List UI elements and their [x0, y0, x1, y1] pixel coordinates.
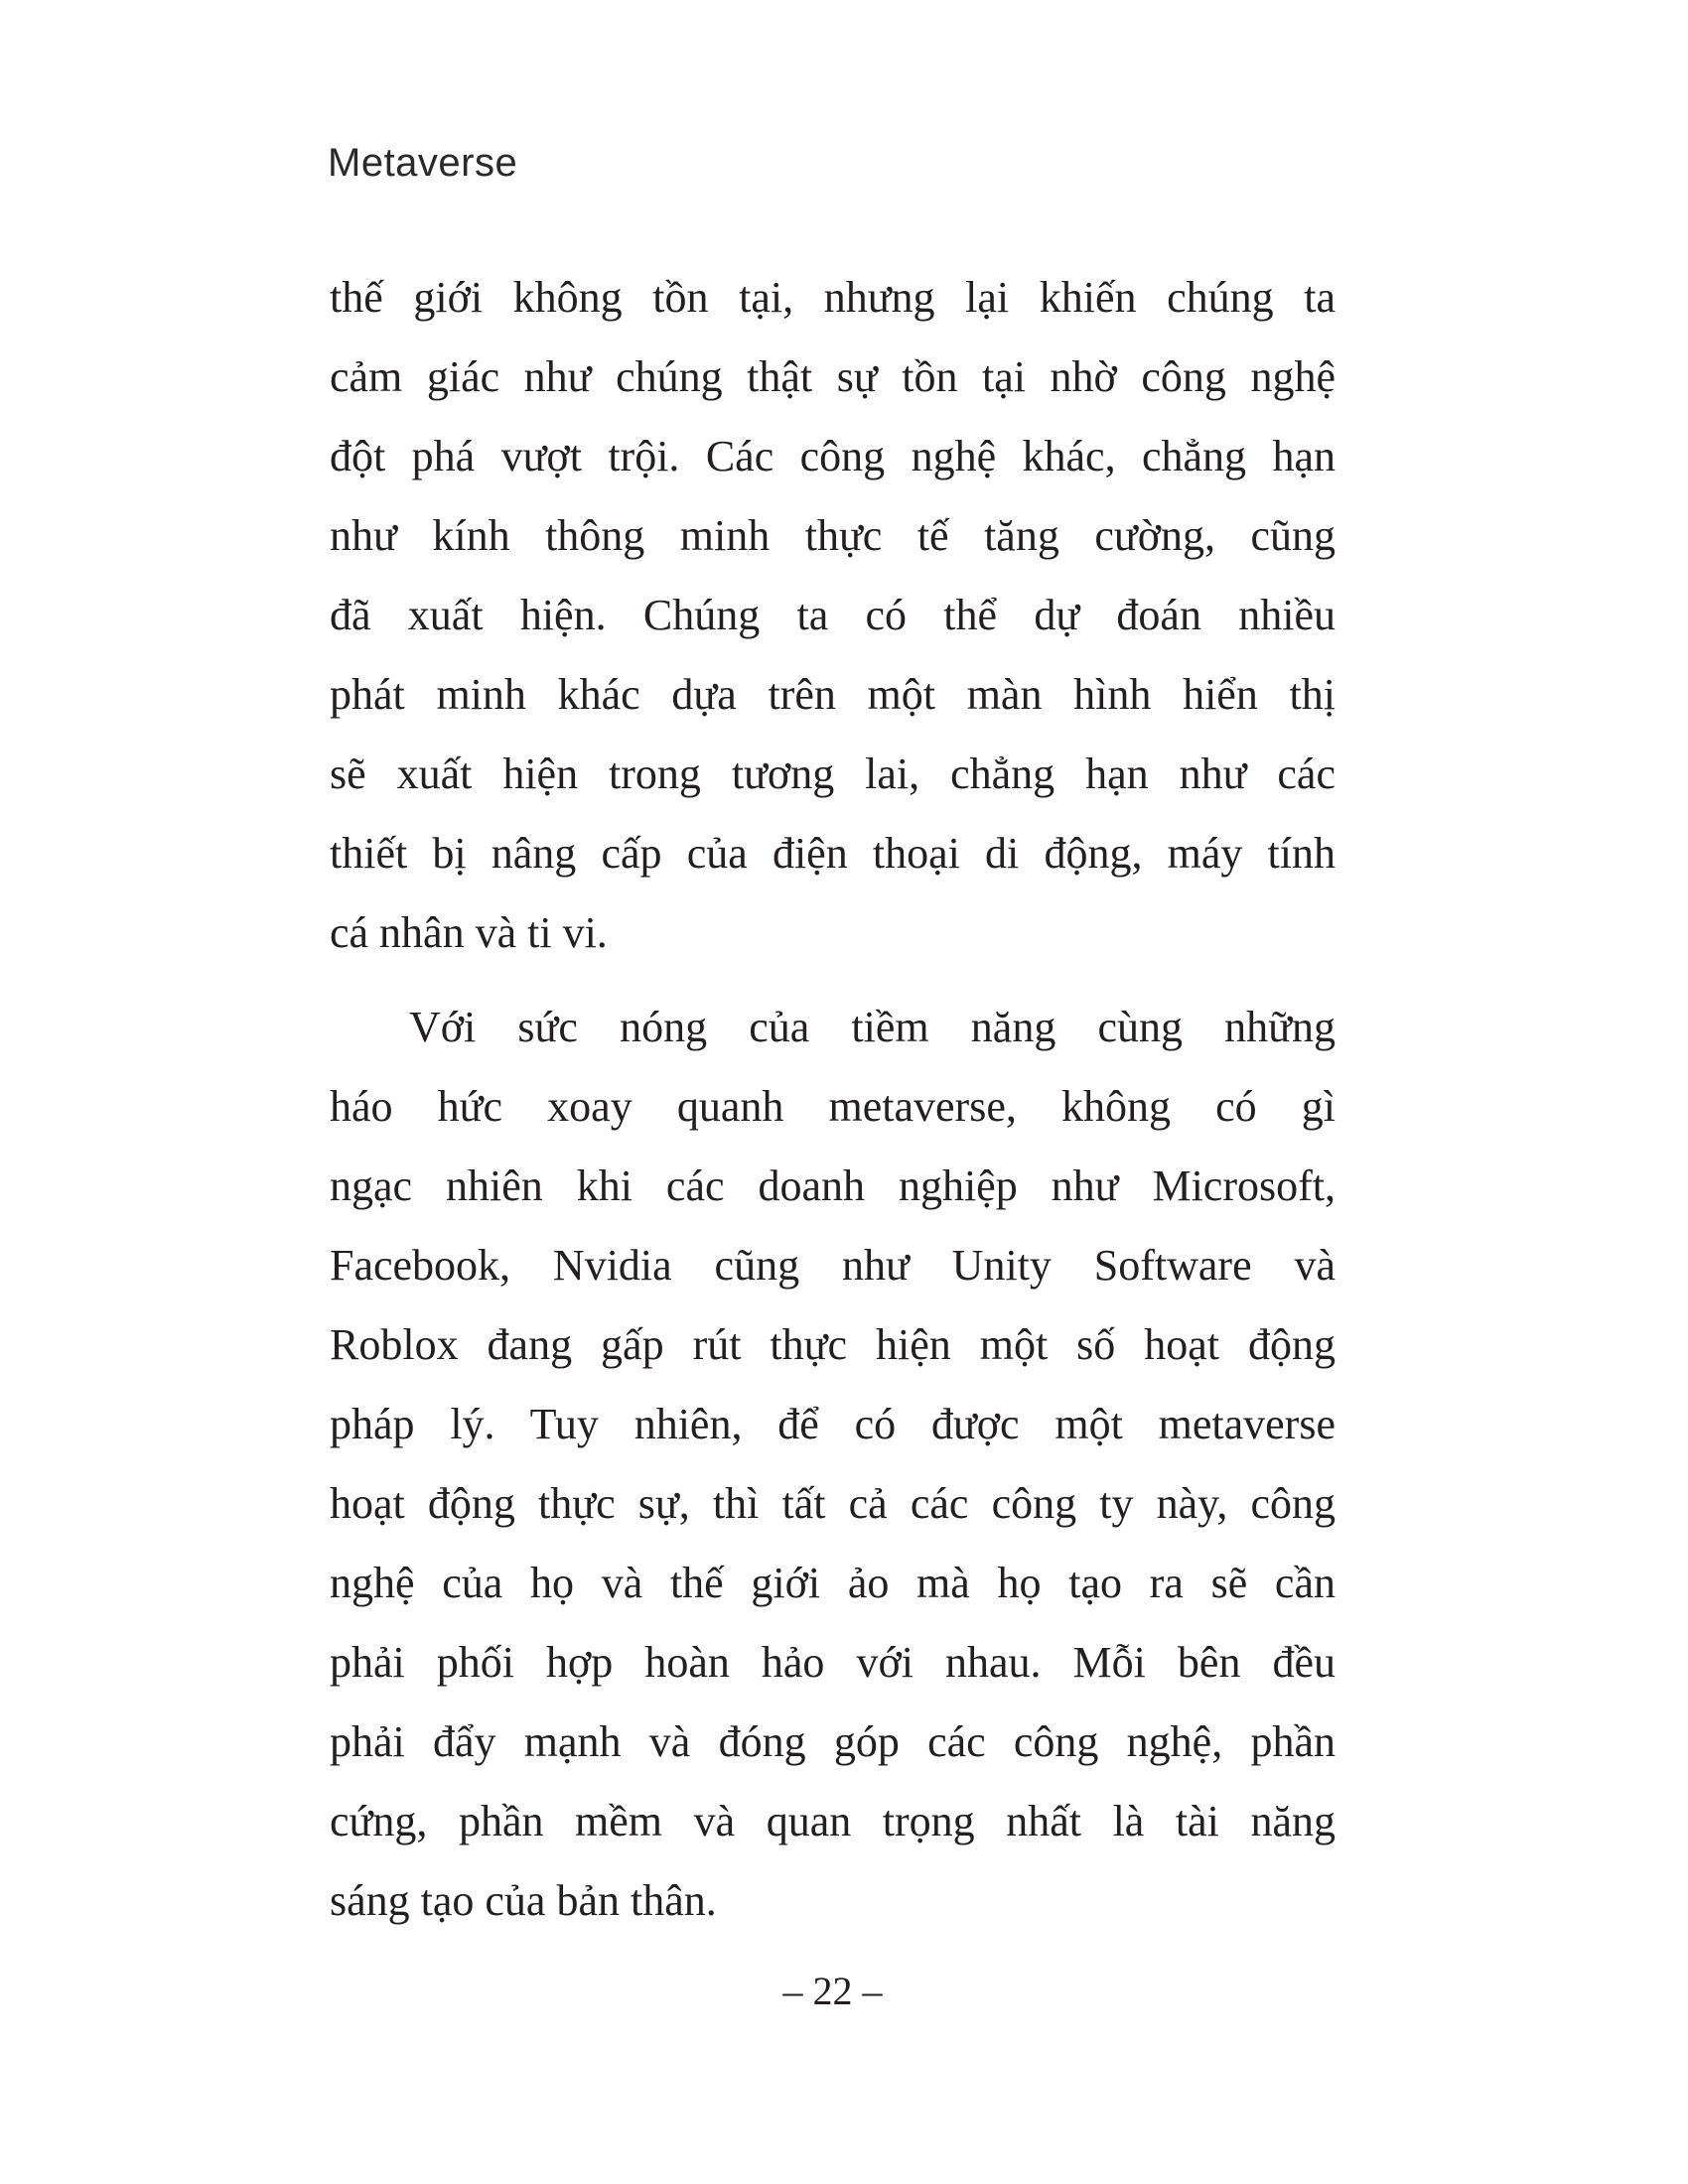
- body-line: nghệ của họ và thế giới ảo mà họ tạo ra sẽ cần: [330, 1559, 1336, 1607]
- body-line: háo hức xoay quanh metaverse, không có gì: [330, 1082, 1336, 1131]
- body-line: Facebook, Nvidia cũng như Unity Software và: [330, 1241, 1336, 1290]
- paragraph-2: [330, 988, 1336, 1941]
- body-line: đã xuất hiện. Chúng ta có thể dự đoán nhiều: [330, 591, 1336, 639]
- body-line: cá nhân và ti vi.: [330, 908, 608, 957]
- running-header: Metaverse: [328, 141, 518, 185]
- body-line: như kính thông minh thực tế tăng cường, cũng: [330, 511, 1336, 560]
- body-line: phát minh khác dựa trên một màn hình hiển thị: [330, 670, 1336, 719]
- body-line: pháp lý. Tuy nhiên, để có được một metaverse: [330, 1400, 1336, 1448]
- page-number: – 22 –: [782, 1969, 883, 2013]
- body-line: cứng, phần mềm và quan trọng nhất là tài năng: [330, 1797, 1336, 1845]
- body-line: hoạt động thực sự, thì tất cả các công ty này, công: [330, 1479, 1336, 1528]
- body-line: thiết bị nâng cấp của điện thoại di động, máy tính: [330, 829, 1336, 878]
- body-line: phải đẩy mạnh và đóng góp các công nghệ, phần: [330, 1717, 1336, 1766]
- body-line: Với sức nóng của tiềm năng cùng những: [409, 1003, 1336, 1051]
- paragraph-1: [330, 258, 1336, 973]
- body-line: đột phá vượt trội. Các công nghệ khác, chẳng hạn: [330, 432, 1336, 480]
- body-line: phải phối hợp hoàn hảo với nhau. Mỗi bên đều: [330, 1638, 1336, 1687]
- body-line: sáng tạo của bản thân.: [330, 1876, 717, 1925]
- body-line: Roblox đang gấp rút thực hiện một số hoạt động: [330, 1320, 1336, 1369]
- body-text: [330, 258, 1336, 1941]
- body-line: cảm giác như chúng thật sự tồn tại nhờ công nghệ: [330, 352, 1336, 401]
- body-line: ngạc nhiên khi các doanh nghiệp như Microsoft,: [330, 1161, 1336, 1210]
- body-line: thế giới không tồn tại, nhưng lại khiến chúng ta: [330, 273, 1336, 322]
- body-line: sẽ xuất hiện trong tương lai, chẳng hạn như các: [330, 750, 1336, 798]
